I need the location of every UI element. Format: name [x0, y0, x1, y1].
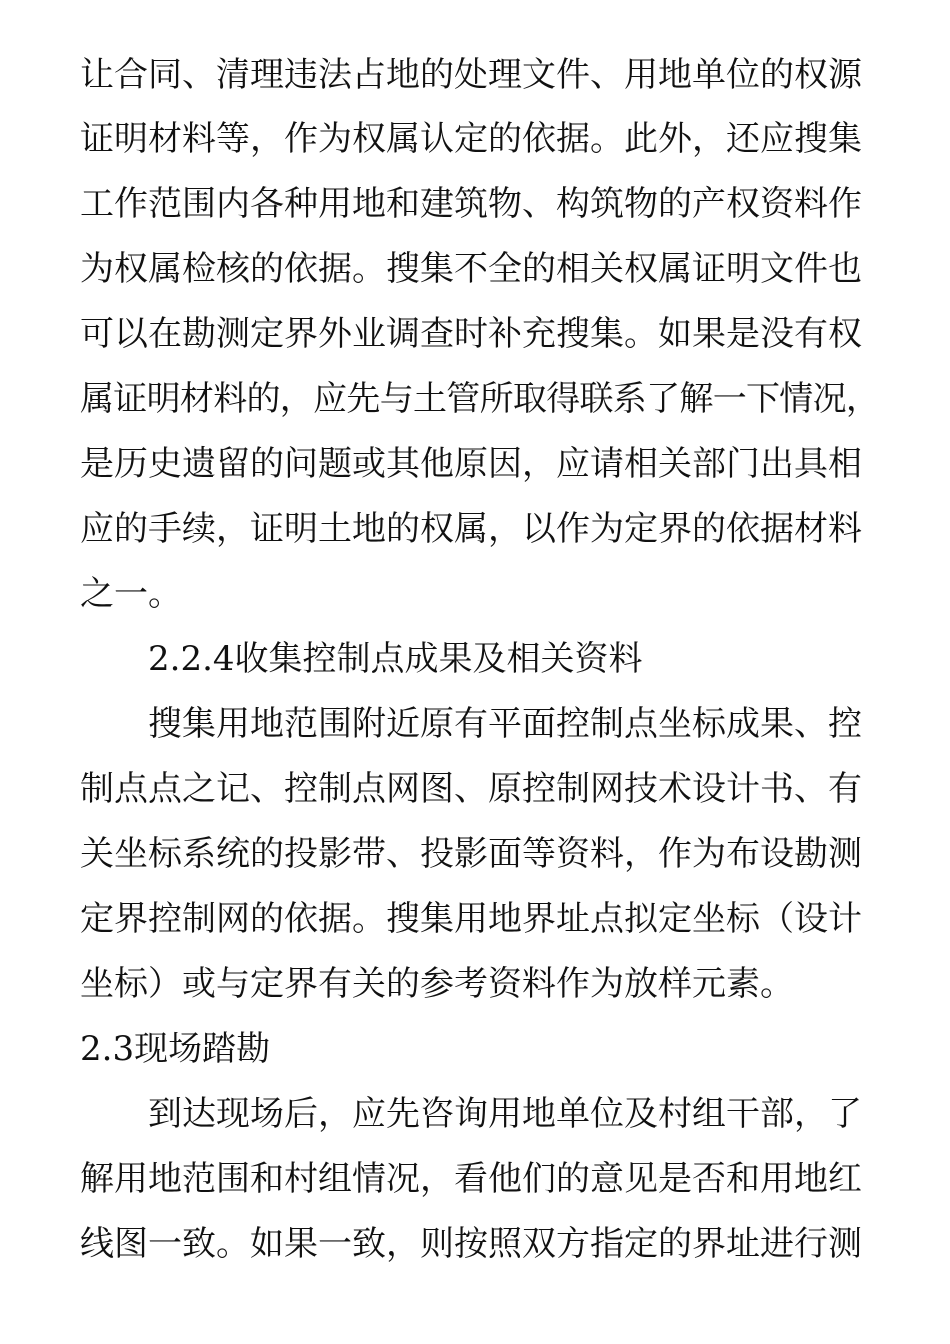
text-line: 解用地范围和村组情况，看他们的意见是否和用地红	[80, 1159, 862, 1199]
text-line: 坐标）或与定界有关的参考资料作为放样元素。	[80, 964, 794, 1004]
text-line: 工作范围内各种用地和建筑物、构筑物的产权资料作	[80, 184, 862, 224]
section-heading: 2.2.4收集控制点成果及相关资料	[148, 639, 643, 679]
text-line: 是历史遗留的问题或其他原因，应请相关部门出具相	[80, 444, 862, 484]
text-line: 为权属检核的依据。搜集不全的相关权属证明文件也	[80, 249, 862, 289]
text-line: 属证明材料的，应先与土管所取得联系了解一下情况，	[80, 379, 880, 419]
text-line: 证明材料等，作为权属认定的依据。此外，还应搜集	[80, 119, 862, 159]
text-line: 线图一致。如果一致，则按照双方指定的界址进行测	[80, 1224, 862, 1264]
text-line: 关坐标系统的投影带、投影面等资料，作为布设勘测	[80, 834, 862, 874]
text-line: 到达现场后，应先咨询用地单位及村组干部，了	[148, 1094, 862, 1134]
text-line: 应的手续，证明土地的权属，以作为定界的依据材料	[80, 509, 862, 549]
text-line: 可以在勘测定界外业调查时补充搜集。如果是没有权	[80, 314, 862, 354]
section-heading: 2.3现场踏勘	[80, 1029, 271, 1069]
text-line: 让合同、清理违法占地的处理文件、用地单位的权源	[80, 55, 862, 95]
text-line: 定界控制网的依据。搜集用地界址点拟定坐标（设计	[80, 899, 862, 939]
text-line: 之一。	[80, 574, 182, 614]
text-line: 搜集用地范围附近原有平面控制点坐标成果、控	[148, 704, 862, 744]
text-line: 制点点之记、控制点网图、原控制网技术设计书、有	[80, 769, 862, 809]
